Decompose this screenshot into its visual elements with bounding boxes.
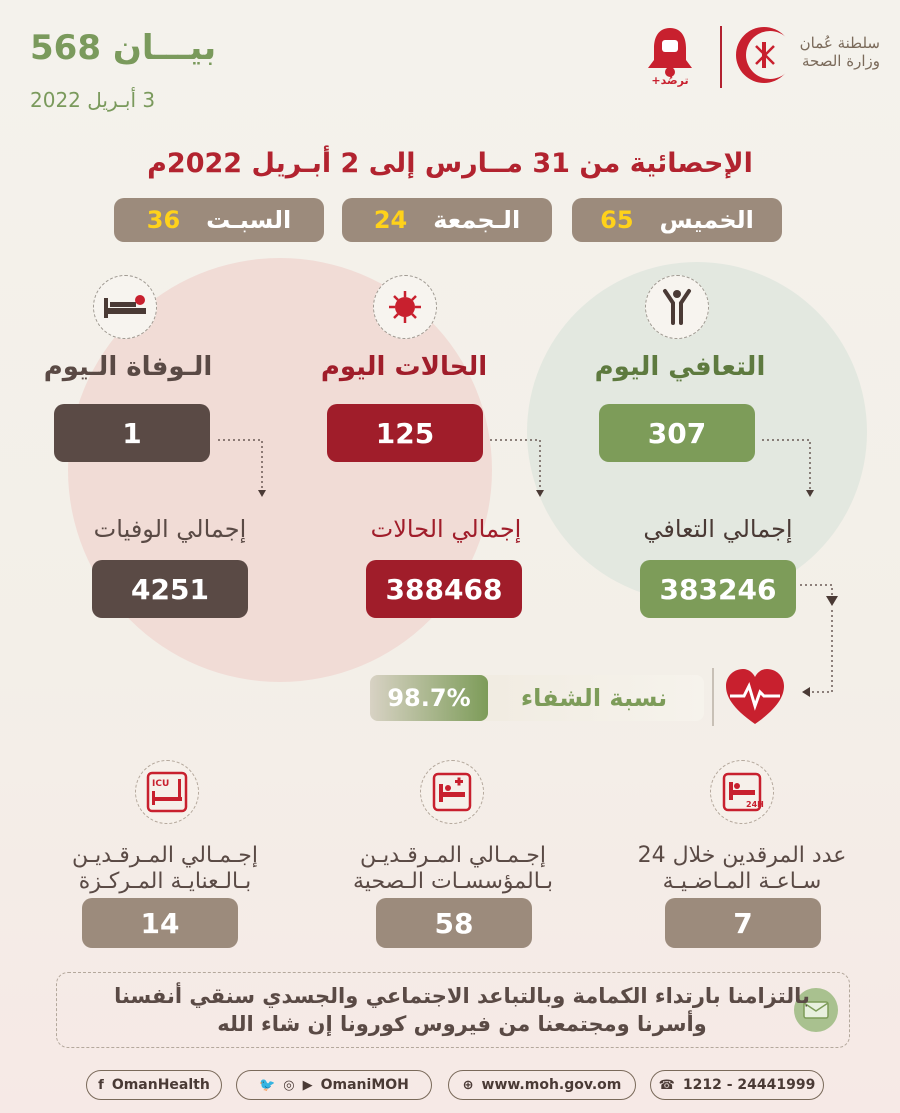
cases-total-label: إجمالي الحالات — [370, 515, 522, 543]
admitted-facilities-line1: إجـمـالي المـرقـديـن — [359, 843, 546, 868]
day-name: الخميس — [659, 206, 754, 234]
icon-icu-text: ICU — [152, 779, 170, 789]
cases-total: 388468 — [366, 560, 522, 618]
admitted-24h-label — [607, 843, 877, 895]
bulletin-number: بيـــان 568 — [30, 28, 217, 68]
deaths-total-label: إجمالي الوفيات — [93, 515, 247, 543]
deaths-total: 4251 — [92, 560, 248, 618]
ministry-line1: سلطنة عُمان — [799, 34, 880, 52]
recovery-total: 383246 — [640, 560, 796, 618]
admitted-icu-icon-wrap — [135, 760, 199, 824]
icon-24h-text: 24H — [746, 800, 764, 809]
instagram-icon: ◎ — [283, 1077, 295, 1093]
admitted-24h-line1: عدد المرقدين خلال 24 — [637, 843, 847, 868]
social-handle: OmaniMOH — [320, 1077, 409, 1093]
hospital-bed-icon — [430, 770, 474, 814]
admitted-facilities-line2: بـالمؤسسـات الـصحية — [353, 869, 553, 894]
cases-today: 125 — [327, 404, 483, 462]
admitted-icu-value: 14 — [82, 898, 238, 948]
facebook-icon: f — [98, 1077, 104, 1093]
period-title: الإحصائية من 31 مــارس إلى 2 أبـريل 2022م — [147, 148, 753, 179]
day-name: الـجمعة — [433, 206, 521, 234]
website-link[interactable] — [448, 1070, 636, 1100]
icu-bed-icon — [144, 769, 190, 815]
admitted-facilities-icon-wrap — [420, 760, 484, 824]
admitted-icu-label — [30, 843, 300, 895]
bed-24h-icon — [720, 770, 764, 814]
twitter-icon: 🐦 — [259, 1077, 276, 1093]
globe-icon: ⊕ — [462, 1077, 474, 1093]
admitted-24h-icon-wrap — [710, 760, 774, 824]
phone-link[interactable] — [650, 1070, 824, 1100]
tarassud-label: ترصُد+ — [651, 74, 689, 87]
recovery-title: التعافي اليوم — [594, 352, 766, 382]
ministry-line2: وزارة الصحة — [802, 52, 880, 70]
admitted-facilities-label — [318, 843, 588, 895]
social-link[interactable] — [236, 1070, 432, 1100]
phone-number: 1212 - 24441999 — [682, 1077, 816, 1093]
bulletin-date: 3 أبـريل 2022 — [30, 88, 156, 112]
facebook-link[interactable] — [86, 1070, 222, 1100]
facebook-handle: OmanHealth — [111, 1077, 210, 1093]
message-line2: وأسرنا ومجتمعنا من فيروس كورونا إن شاء الله — [217, 1012, 707, 1036]
cases-title: الحالات اليوم — [320, 352, 488, 382]
recovery-rate-label: نسبة الشفاء — [520, 684, 668, 712]
day-value: 65 — [600, 206, 634, 234]
message-line1: بالتزامنا بارتداء الكمامة وبالتباعد الاجتماعي والجسدي سنقي أنفسنا — [114, 984, 810, 1008]
website-url: www.moh.gov.om — [481, 1077, 622, 1093]
admitted-icu-line2: بـالـعنايـة المـركـزة — [78, 869, 252, 894]
message-text — [112, 982, 812, 1038]
deaths-title: الـوفاة الـيوم — [43, 352, 213, 382]
deaths-today: 1 — [54, 404, 210, 462]
admitted-icu-line1: إجـمـالي المـرقـديـن — [71, 843, 258, 868]
recovery-total-label: إجمالي التعافي — [643, 515, 793, 543]
admitted-facilities-value: 58 — [376, 898, 532, 948]
youtube-icon: ▶ — [302, 1077, 313, 1093]
day-value: 24 — [373, 206, 408, 234]
recovery-rate-value: 98.7% — [370, 675, 488, 721]
day-name: السبـت — [206, 206, 292, 234]
admitted-24h-value: 7 — [665, 898, 821, 948]
day-value: 36 — [146, 206, 181, 234]
recovery-today: 307 — [599, 404, 755, 462]
heart-pulse-icon — [722, 664, 788, 730]
admitted-24h-line2: سـاعـة المـاضـيـة — [662, 869, 822, 894]
heart-divider — [712, 668, 714, 726]
phone-icon: ☎ — [658, 1077, 675, 1093]
